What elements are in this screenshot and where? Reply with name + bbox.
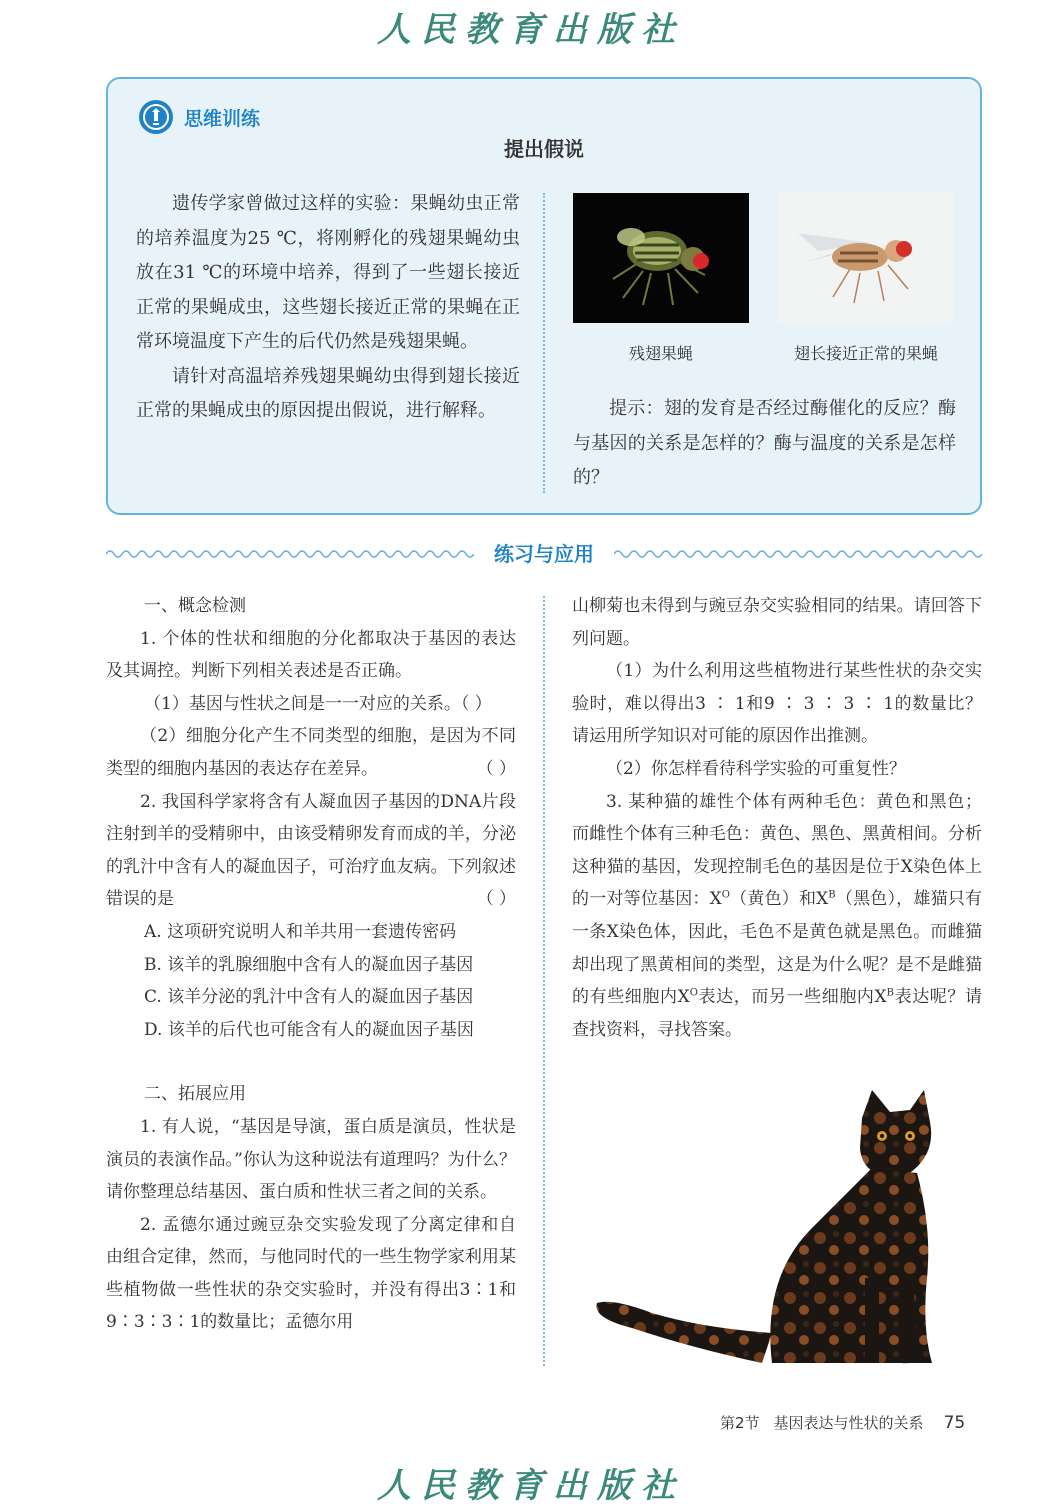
heading-concept-check: 一、概念检测 <box>144 596 246 616</box>
column-divider <box>543 596 545 1366</box>
section-header <box>106 538 982 570</box>
section-title: 练习与应用 <box>494 542 594 566</box>
q3-text-3: （黑色），雄猫只有一条X染色体，因此，毛色不是黄色就是黑色。而雌猫却出现了黑黄相间的类型，这是为什么呢？是不是雌猫的有些细胞内X <box>572 889 983 1008</box>
thinking-training-box <box>106 77 982 515</box>
extension-question-2-item-1: （1）为什么利用这些植物进行某些性状的杂交实验时，难以得出3 ∶ 1和9 ∶ 3 ∶ 3 ∶ 1的数量比？请运用所学知识对可能的原因作出推测。 <box>572 661 982 747</box>
right-column <box>572 590 982 1046</box>
tortoiseshell-cat-photo <box>572 1078 982 1368</box>
question-2-text: 2. 我国科学家将含有人凝血因子基因的DNA片段注射到羊的受精卵中，由该受精卵发育而成的羊，分泌的乳汁中含有人的凝血因子，可治疗血友病。下列叙述错误的是 <box>106 791 516 910</box>
q3-text-4: 表达，而另一些细胞内X <box>697 987 887 1008</box>
superscript-b: B <box>886 987 894 999</box>
hint-text: 提示：翅的发育是否经过酶催化的反应？酶与基因的关系是怎样的？酶与温度的关系是怎样的？ <box>573 398 956 488</box>
extension-question-1: 1. 有人说，“基因是导演，蛋白质是演员，性状是演员的表演作品。”你认为这种说法有道理吗？为什么？请你整理总结基因、蛋白质和性状三者之间的关系。 <box>106 1116 516 1203</box>
page-number: 75 <box>943 1413 966 1433</box>
option-d: D. 该羊的后代也可能含有人的凝血因子基因 <box>144 1019 474 1040</box>
thinking-title: 提出假说 <box>504 137 584 161</box>
question-1-item-2 <box>106 720 516 785</box>
thinking-label: 思维训练 <box>184 107 261 130</box>
lightbulb-icon <box>138 99 174 135</box>
footer-title: 基因表达与性状的关系 <box>773 1414 924 1432</box>
normal-wing-fly-photo <box>778 193 954 323</box>
page-footer <box>720 1412 979 1433</box>
q3-text-2: （黄色）和X <box>729 889 829 910</box>
q3-text-5: 表达呢？请查找资料，寻找答案。 <box>572 987 983 1040</box>
publisher-watermark-top: 人民教育出版社 <box>377 10 685 50</box>
question-1: 1. 个体的性状和细胞的分化都取决于基因的表达及其调控。判断下列相关表述是否正确。 <box>106 628 516 682</box>
caption-vestigial-fly: 残翅果蝇 <box>628 344 693 363</box>
task-paragraph: 请针对高温培养残翅果蝇幼虫得到翅长接近正常的果蝇成虫的原因提出假说，进行解释。 <box>136 365 520 421</box>
option-c: C. 该羊分泌的乳汁中含有人的凝血因子基因 <box>144 987 474 1008</box>
experiment-description <box>136 187 520 429</box>
caption-normal-fly: 翅长接近正常的果蝇 <box>793 344 938 363</box>
option-a: A. 这项研究说明人和羊共用一套遗传密码 <box>144 921 457 942</box>
extension-question-2-item-2: （2）你怎样看待科学实验的可重复性？ <box>606 758 906 779</box>
superscript-o: O <box>689 987 698 999</box>
answer-bracket: （ ） <box>476 758 516 779</box>
extension-question-2-continued: 山柳菊也未得到与豌豆杂交实验相同的结果。请回答下列问题。 <box>572 596 982 649</box>
question-1-item-1: （1）基因与性状之间是一一对应的关系。（ ） <box>144 693 492 714</box>
thinking-header <box>138 99 260 135</box>
publisher-watermark-bottom: 人民教育出版社 <box>377 1466 685 1504</box>
extension-question-2: 2. 孟德尔通过豌豆杂交实验发现了分离定律和自由组合定律，然而，与他同时代的一些生物学家利用某些植物做一些性状的杂交实验时，并没有得出3∶1和9∶3∶3∶1的数量比；孟德尔用 <box>106 1214 516 1333</box>
heading-extended-application: 二、拓展应用 <box>144 1084 246 1105</box>
question-2 <box>106 786 516 916</box>
column-divider <box>543 193 545 493</box>
left-column <box>106 590 516 1339</box>
footer-section: 第2节 <box>720 1414 760 1432</box>
superscript-o: O <box>721 889 730 901</box>
option-b: B. 该羊的乳腺细胞中含有人的凝血因子基因 <box>144 954 474 975</box>
vestigial-wing-fly-photo <box>573 193 749 323</box>
experiment-paragraph: 遗传学家曾做过这样的实验：果蝇幼虫正常的培养温度为25 ℃，将刚孵化的残翅果蝇幼虫放在31 ℃的环境中培养，得到了一些翅长接近正常的果蝇成虫，这些翅长接近正常的果蝇在正常环境温度下产生的后代仍然是残翅果蝇。 <box>136 193 520 352</box>
answer-bracket: （ ） <box>476 889 516 910</box>
extension-question-3 <box>572 786 982 1047</box>
question-1-item-2-text: （2）细胞分化产生不同类型的细胞，是因为不同类型的细胞内基因的表达存在差异。 <box>106 726 516 779</box>
superscript-b: B <box>828 889 836 901</box>
wave-decoration-right <box>614 548 982 560</box>
q3-text-1: 3. 某种猫的雄性个体有两种毛色：黄色和黑色；而雌性个体有三种毛色：黄色、黑色、黑黄相间。分析这种猫的基因，发现控制毛色的基因是位于X染色体上的一对等位基因：X <box>572 791 982 910</box>
